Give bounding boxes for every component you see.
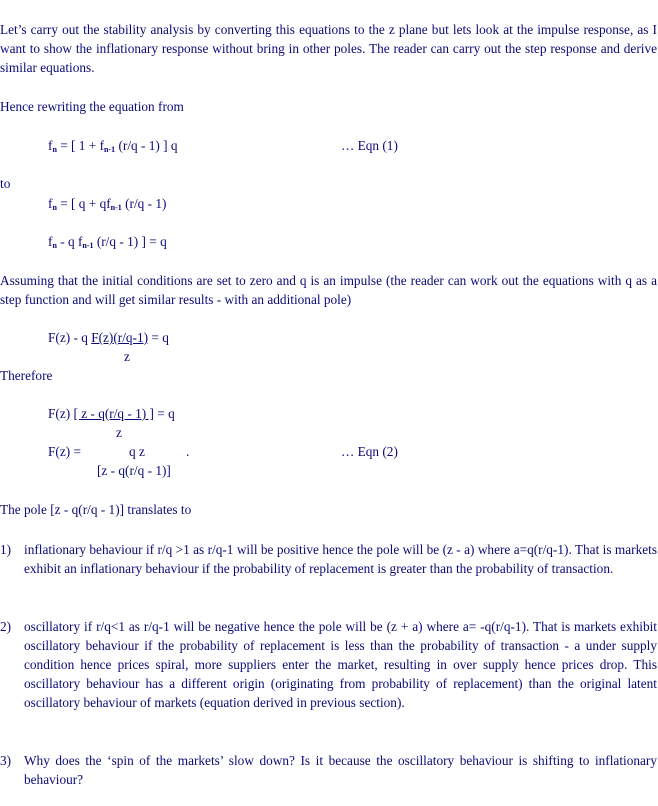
fz1-rhs: = q [148, 330, 169, 345]
fz2-denominator: z [116, 425, 122, 440]
list-item-3-text: Why does the ‘spin of the markets’ slow down? Is it because the oscillatory behaviour is shifting to inflationary behaviour? [24, 753, 657, 787]
to-text: to [0, 176, 11, 191]
eq1c-sub-n: n [52, 241, 57, 250]
eq1b-sub-nm1: n-1 [110, 203, 122, 212]
fz2-lhs: F(z) [48, 406, 74, 421]
eq1c-f: f [48, 234, 53, 249]
fz2-rhs: = q [153, 406, 175, 421]
assuming-paragraph: Assuming that the initial conditions are set to zero and q is an impulse (the reader can work out the equations with q as a step function and will get similar results - with an additional pole) [0, 273, 657, 307]
eq1b-part-a: = [ q + qf [56, 196, 111, 211]
fz3-numerator: q z [129, 444, 145, 459]
eq1-part-b: (r/q - 1) ] q [115, 138, 178, 153]
list-item-3-number: 3) [0, 753, 12, 768]
fz-equation-1 [48, 330, 169, 346]
eq1c-part-b: (r/q - 1) ] = q [93, 234, 167, 249]
eq1b-f: f [48, 196, 53, 211]
eq1c-sub-nm1: n-1 [82, 241, 94, 250]
list-item-2-text: oscillatory if r/q<1 as r/q-1 will be negative hence the pole will be (z + a) where a= -q(r/q-1). That is markets exhibit oscillatory behaviour if the probability of replacement is less than the probability of transaction - a under supply condition hence prices spiral, more suppliers enter the market, resulting in over supply hence prices drop. This oscillatory behaviour has a different origin (originating from probability of replacement) than the original latent oscillatory behaviour of markets (equation derived in previous section). [24, 619, 657, 710]
eq1-f: f [48, 138, 53, 153]
fz-equation-2 [48, 406, 175, 422]
list-item-1-text: inflationary behaviour if r/q >1 as r/q-1 will be positive hence the pole will be (z - a) where a=q(r/q-1). That is markets exhibit an inflationary behaviour if the probability of replacement is greater than the probability of transaction. [24, 542, 657, 576]
eq1c-part-a: - q f [56, 234, 83, 249]
hence-rewriting-text: Hence rewriting the equation from [0, 99, 184, 114]
eq1-sub-n: n [52, 145, 57, 154]
eq1-sub-nm1: n-1 [104, 145, 116, 154]
equation-1 [48, 138, 178, 158]
fz3-dot: . [186, 444, 190, 459]
fz2-numerator: [ z - q(r/q - 1) ] [73, 406, 154, 421]
list-item-2-number: 2) [0, 619, 12, 634]
list-item-1-number: 1) [0, 542, 12, 557]
fz1-numerator: F(z)(r/q-1) [91, 330, 149, 345]
pole-intro-text: The pole [z - q(r/q - 1)] translates to [0, 502, 192, 517]
equation-2-label: … Eqn (2) [341, 444, 398, 459]
intro-paragraph: Let’s carry out the stability analysis by converting this equations to the z plane but lets look at the impulse response, as I want to show the inflationary response without bring in other poles. The reader can carry out the step response and derive similar equations. [0, 22, 657, 75]
fz3-denominator: [z - q(r/q - 1)] [97, 463, 171, 478]
fz1-denominator: z [124, 349, 130, 364]
eq1b-sub-n: n [52, 203, 57, 212]
equation-1-label: … Eqn (1) [341, 138, 398, 153]
equation-1c [48, 234, 167, 254]
fz3-lhs: F(z) = [48, 444, 81, 459]
eq1-part-a: = [ 1 + f [56, 138, 105, 153]
therefore-text: Therefore [0, 368, 53, 383]
equation-1b [48, 196, 166, 216]
eq1b-part-b: (r/q - 1) [121, 196, 167, 211]
fz1-lhs: F(z) - q [48, 330, 92, 345]
